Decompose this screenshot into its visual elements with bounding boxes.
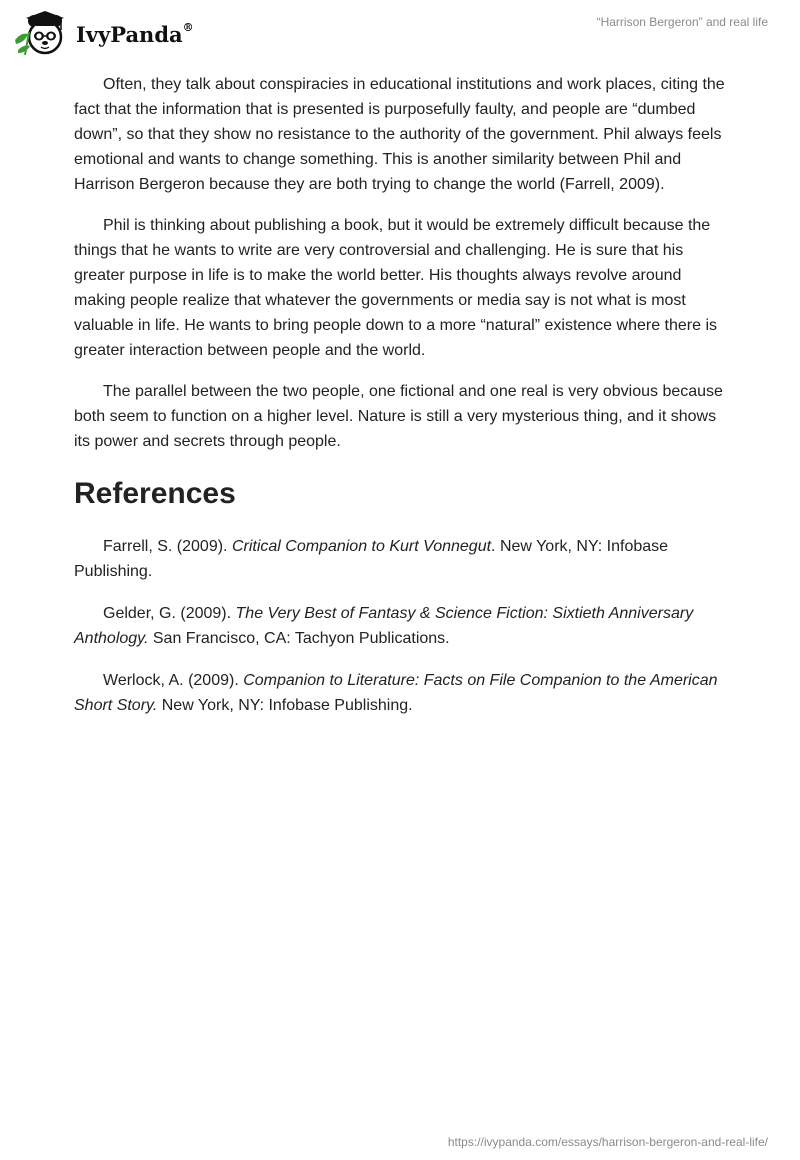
- body-paragraph-1: Often, they talk about conspiracies in educational institutions and work places, citing the fact that the information that is presented is purposefully faulty, and people are “dumbed down”, so that they show no resistance to the authority of the government. Phil always feels emotional and wants to change something. This is another similarity between Phil and Harrison Bergeron because they are both trying to change the world (Farrell, 2009).: [74, 76, 725, 193]
- references-heading: References: [74, 477, 236, 510]
- body-paragraph-3: The parallel between the two people, one fictional and one real is very obvious because both seem to function on a higher level. Nature is still a very mysterious thing, and it shows its power and secrets through people.: [74, 383, 723, 450]
- reference-publisher: . New York, NY: Infobase Publishing.: [74, 538, 669, 580]
- logo-wordmark: [76, 22, 194, 47]
- reference-title: The Very Best of Fantasy & Science Fiction: Sixtieth Anniversary Anthology.: [74, 605, 694, 647]
- reference-author: Werlock, A. (2009).: [103, 672, 244, 689]
- reference-item-2: [74, 601, 730, 651]
- body-paragraph-2: Phil is thinking about publishing a book, but it would be extremely difficult because the things that he wants to write are very controversial and challenging. He is sure that his greater purpose in life is to make the world better. His thoughts always revolve around making people realize that whatever the governments or media say is not what is most valuable in life. He wants to bring people down to a more “natural” existence where there is greater interaction between people and the world.: [74, 217, 718, 359]
- reference-item-1: [74, 534, 730, 584]
- reference-author: Farrell, S. (2009).: [103, 538, 232, 555]
- reference-author: Gelder, G. (2009).: [103, 605, 236, 622]
- source-url-link[interactable]: https://ivypanda.com/essays/harrison-bergeron-and-real-life/: [447, 1135, 768, 1149]
- running-title: “Harrison Bergeron” and real life: [596, 15, 768, 29]
- reference-item-3: [74, 668, 730, 718]
- logo-name: IvyPanda: [76, 21, 183, 47]
- panda-graduate-icon: [12, 8, 70, 56]
- reference-title: Companion to Literature: Facts on File Companion to the American Short Story.: [74, 672, 718, 714]
- reference-publisher: New York, NY: Infobase Publishing.: [157, 697, 413, 714]
- registered-mark: ®: [182, 20, 194, 34]
- document-body: [74, 72, 730, 735]
- reference-title: Critical Companion to Kurt Vonnegut: [231, 538, 492, 555]
- ivypanda-logo[interactable]: [12, 8, 194, 56]
- reference-publisher: San Francisco, CA: Tachyon Publications.: [148, 630, 450, 647]
- page-header: [0, 0, 800, 60]
